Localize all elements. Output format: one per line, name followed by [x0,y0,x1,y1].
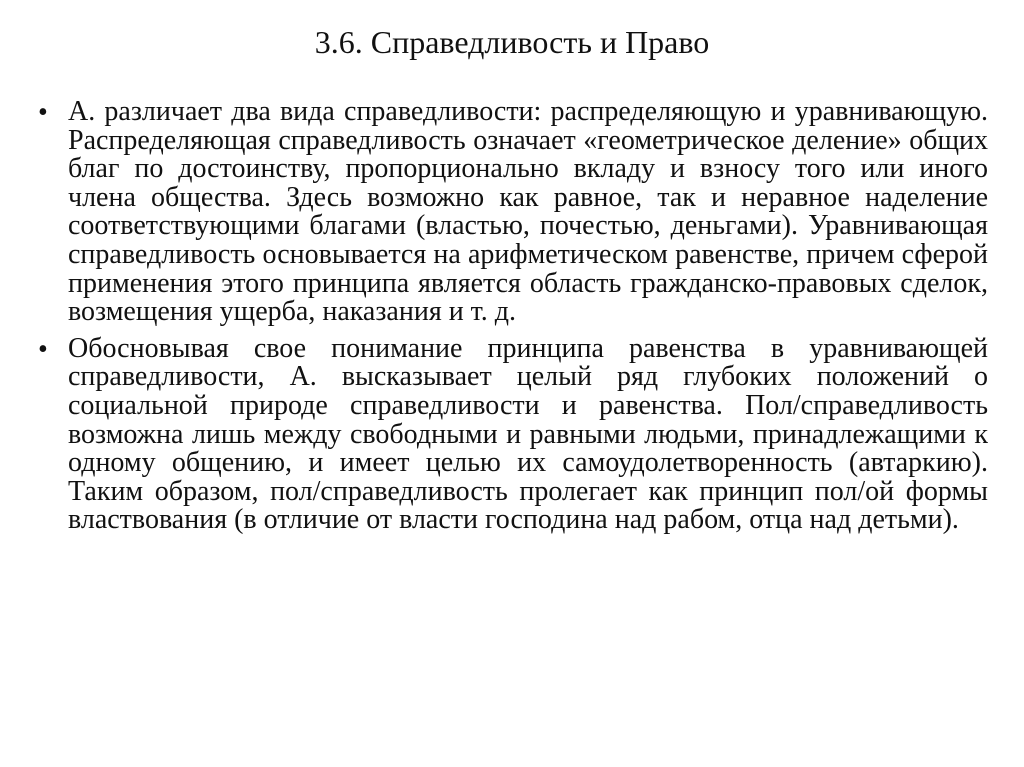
bullet-dot-icon: • [38,97,48,128]
bullet-item-1 [38,98,988,327]
bullet-text-2: Обосновывая свое понимание принципа равенства в уравнивающей справедливости, А. высказывает целый ряд глубоких положений о социальной природе справедливости и равенства. Пол/справедливость возможна лишь между свободными и равными людьми, принадлежащими к одному общению, и имеет целью их самоудолетворенность (автаркию). Таким образом, пол/справедливость пролегает как принцип пол/ой формы властвования (в отличие от власти господина над рабом, отца над детьми). [68,332,988,536]
bullet-item-2 [38,332,988,536]
bullet-text-1: А. различает два вида справедливости: распределяющую и уравнивающую. Распределяющая справедливость означает «геометрическое деление» общих благ по достоинству, пропорционально вкладу и взносу того или иного члена общества. Здесь возможно как равное, так и неравное наделение соответствующими благами (властью, почестью, деньгами). Уравнивающая справедливость основывается на арифметическом равенстве, причем сферой применения этого принципа является область гражданско-правовых сделок, возмещения ущерба, наказания и т. д. [68,96,988,328]
bullet-dot-icon: • [38,333,48,365]
slide-title: 3.6. Справедливость и Право [314,24,710,60]
bullet-list [38,98,988,543]
